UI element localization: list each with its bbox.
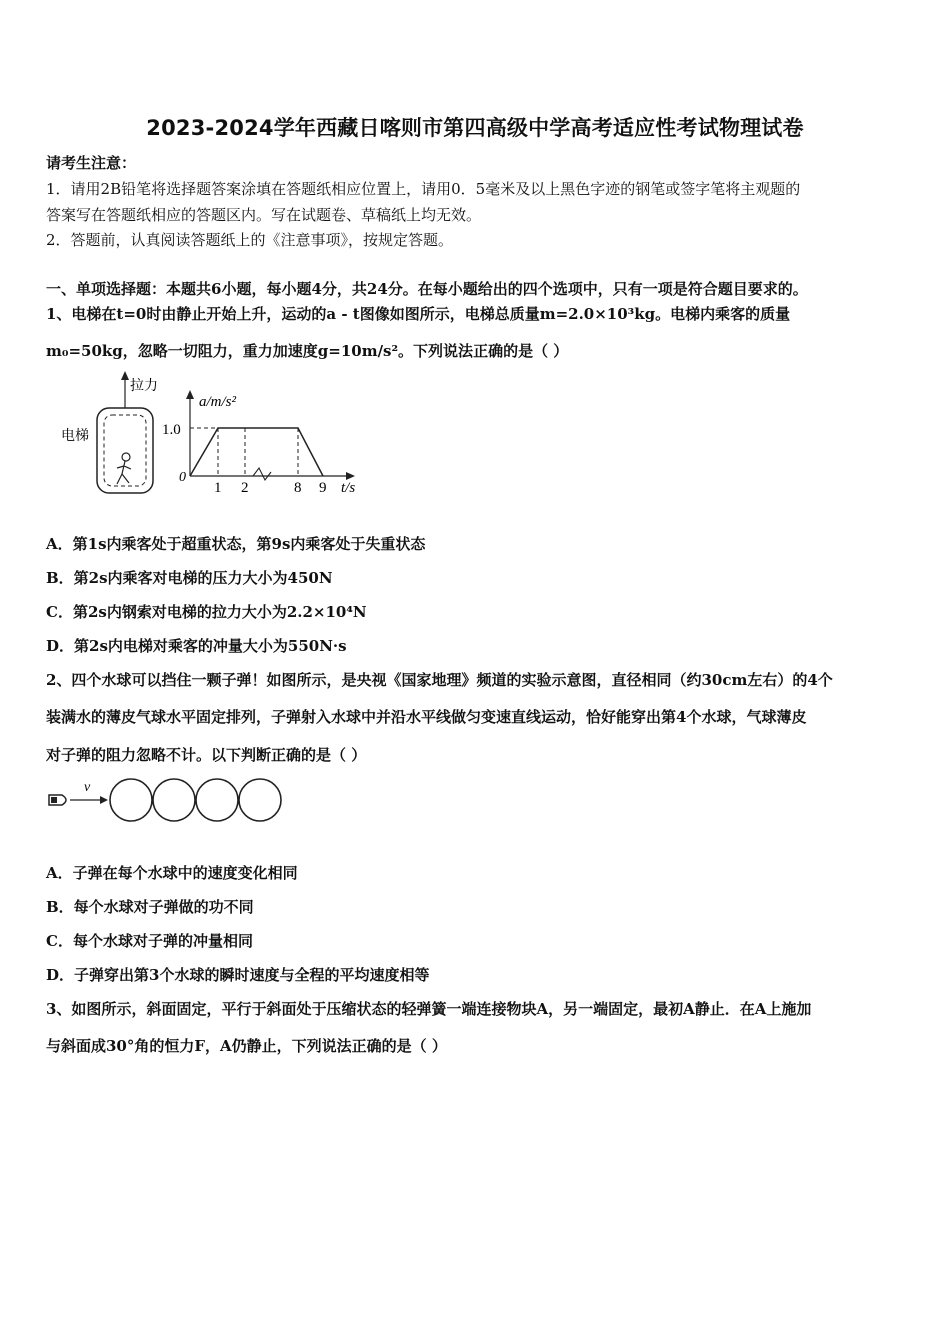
question-2-option-a: A．子弹在每个水球中的速度变化相同	[46, 864, 298, 882]
rope-label: 拉力	[130, 379, 158, 394]
water-balloon-3	[196, 779, 238, 821]
acceleration-curve	[190, 428, 323, 476]
notice-item-1: 1．请用2B铅笔将选择题答案涂填在答题纸相应位置上，请用0．5毫米及以上黑色字迹的钢笔或签字笔将主观题的	[46, 180, 801, 198]
question-1-option-c: C．第2s内钢索对电梯的拉力大小为2.2×10⁴N	[46, 603, 367, 621]
x-axis-label: t/s	[341, 480, 356, 496]
notice-item-1-cont: 答案写在答题纸相应的答题区内。写在试题卷、草稿纸上均无效。	[46, 206, 482, 224]
section-heading: 一、单项选择题：本题共6小题，每小题4分，共24分。在每小题给出的四个选项中，只有一项是符合题目要求的。	[46, 280, 808, 298]
x-tick-2: 2	[241, 480, 249, 496]
x-tick-8: 8	[294, 480, 302, 496]
question-2-option-d: D．子弹穿出第3个水球的瞬时速度与全程的平均速度相等	[46, 966, 430, 984]
water-balloon-2	[153, 779, 195, 821]
x-tick-9: 9	[319, 480, 327, 496]
elevator-cabin	[97, 408, 153, 493]
question-3-text-cont: 与斜面成30°角的恒力F，A仍静止，下列说法正确的是（ ）	[46, 1037, 447, 1055]
question-1-option-b: B．第2s内乘客对电梯的压力大小为450N	[46, 569, 333, 587]
water-balloon-4	[239, 779, 281, 821]
question-2-text-cont-2: 对子弹的阻力忽略不计。以下判断正确的是（ ）	[46, 746, 367, 764]
question-2-option-c: C．每个水球对子弹的冲量相同	[46, 932, 253, 950]
x-tick-1: 1	[214, 480, 222, 496]
question-2-text-cont: 装满水的薄皮气球水平固定排列，子弹射入水球中并沿水平线做匀变速直线运动，恰好能穿出第4个水球，气球薄皮	[46, 708, 807, 726]
y-tick-label: 1.0	[162, 422, 181, 438]
question-1-figure	[55, 368, 375, 508]
question-1-text-cont: m₀=50kg，忽略一切阻力，重力加速度g=10m/s²。下列说法正确的是（ ）	[46, 342, 569, 360]
passenger-icon	[117, 453, 131, 484]
bullet-icon	[49, 795, 66, 805]
origin-label: 0	[179, 470, 186, 485]
elevator-label: 电梯	[61, 429, 89, 444]
question-1-option-a: A．第1s内乘客处于超重状态，第9s内乘客处于失重状态	[46, 535, 426, 553]
page-title: 2023-2024学年西藏日喀则市第四高级中学高考适应性考试物理试卷	[146, 116, 804, 140]
velocity-label: v	[84, 780, 91, 795]
question-3-text: 3、如图所示，斜面固定，平行于斜面处于压缩状态的轻弹簧一端连接物块A，另一端固定，最初A静止．在A上施加	[46, 1000, 812, 1018]
question-1-option-d: D．第2s内电梯对乘客的冲量大小为550N·s	[46, 637, 347, 655]
y-axis-label: a/m/s²	[199, 394, 237, 410]
question-1-text: 1、电梯在t=0时由静止开始上升，运动的a - t图像如图所示，电梯总质量m=2.0×10³kg。电梯内乘客的质量	[46, 305, 791, 323]
question-2-figure	[46, 774, 296, 828]
notice-item-2: 2．答题前，认真阅读答题纸上的《注意事项》，按规定答题。	[46, 231, 454, 249]
question-2-text: 2、四个水球可以挡住一颗子弹！如图所示，是央视《国家地理》频道的实验示意图，直径相同（约30cm左右）的4个	[46, 671, 833, 689]
question-2-option-b: B．每个水球对子弹做的功不同	[46, 898, 254, 916]
notice-heading: 请考生注意：	[46, 154, 137, 172]
water-balloon-1	[110, 779, 152, 821]
